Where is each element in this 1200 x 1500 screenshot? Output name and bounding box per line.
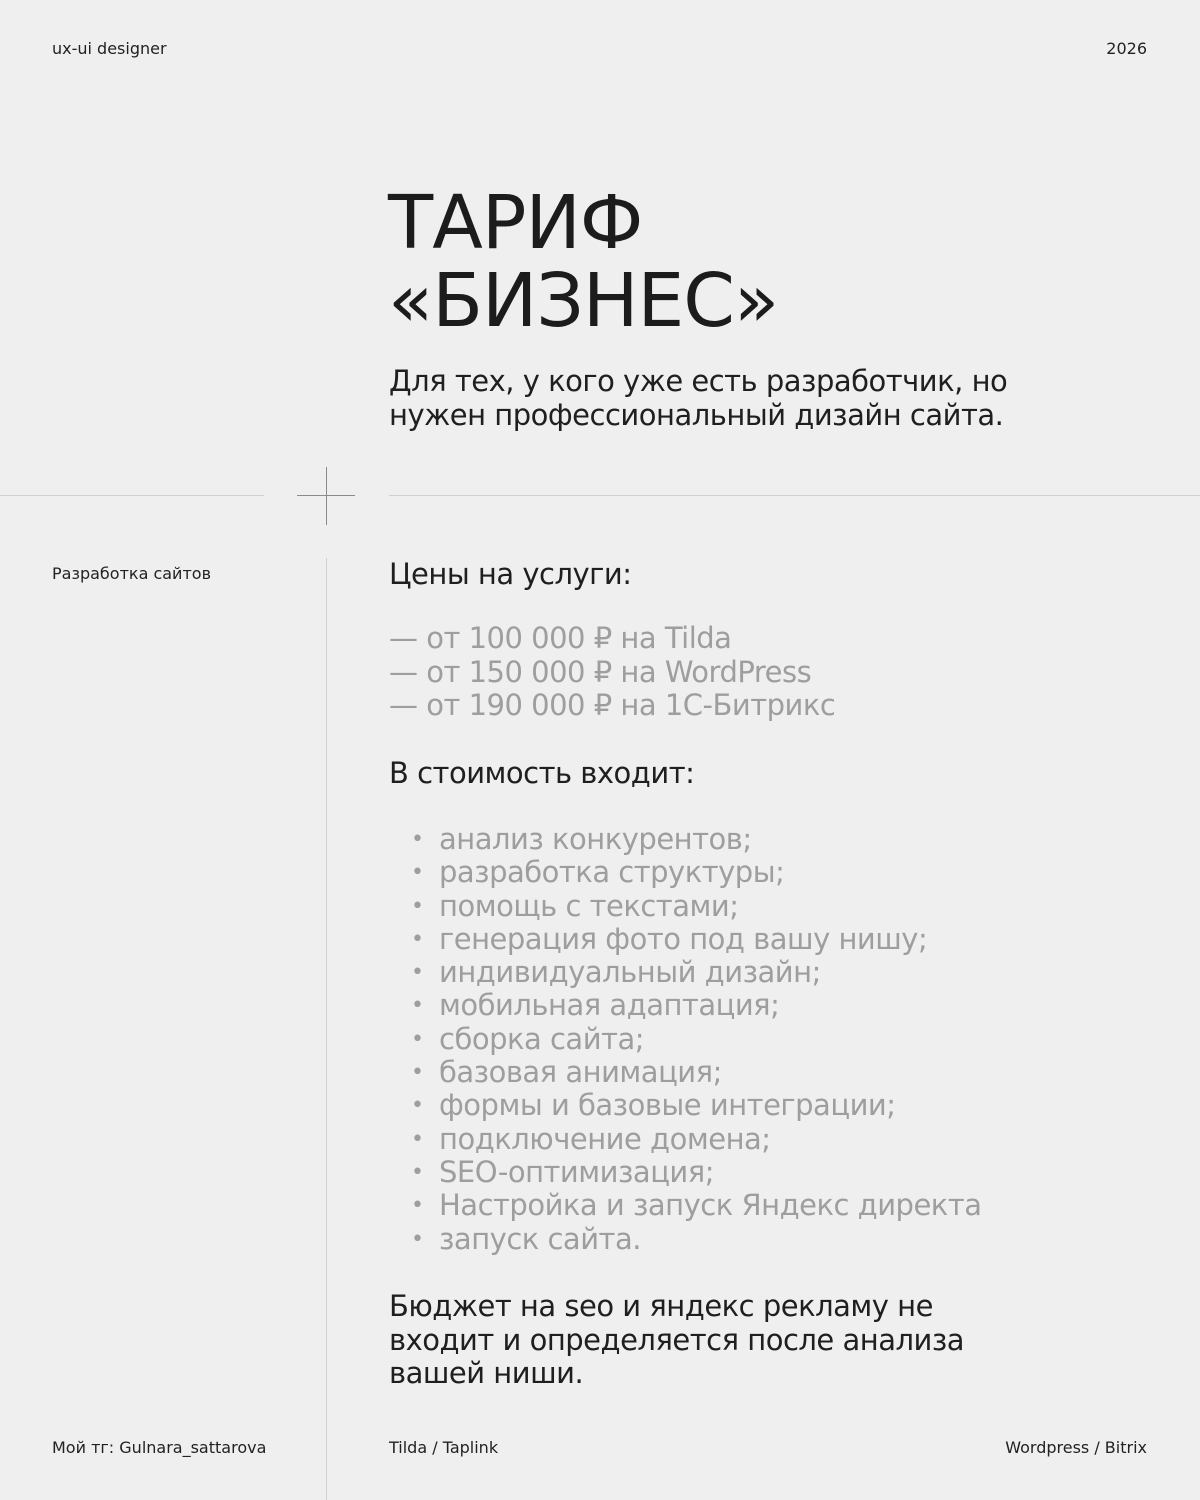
vertical-divider <box>326 558 327 1500</box>
page-subtitle <box>389 364 1149 432</box>
bullet-icon: • <box>411 1026 424 1052</box>
budget-line-2: входит и определяется после анализа <box>389 1322 965 1357</box>
list-item <box>389 923 982 956</box>
footer-platforms-left: Tilda / Taplink <box>389 1438 499 1457</box>
bullet-icon: • <box>411 1159 424 1185</box>
list-item-text: формы и базовые интеграции; <box>439 1088 896 1123</box>
list-item <box>389 1223 982 1256</box>
list-item-text: базовая анимация; <box>439 1055 722 1090</box>
bullet-icon: • <box>411 827 424 852</box>
bullet-icon: • <box>411 1226 424 1252</box>
bullet-icon: • <box>411 1193 424 1219</box>
list-item-text: сборка сайта; <box>439 1021 644 1056</box>
price-item: — от 150 000 ₽ на WordPress <box>389 654 812 689</box>
list-item-text: запуск сайта. <box>439 1221 641 1256</box>
plus-mark-vertical <box>326 467 327 525</box>
subtitle-line-2: нужен профессиональный дизайн сайта. <box>389 398 1004 432</box>
list-item-text: генерация фото под вашу нишу; <box>439 921 928 956</box>
list-item <box>389 1189 982 1222</box>
bullet-icon: • <box>411 993 424 1019</box>
list-item-text: Настройка и запуск Яндекс директа <box>439 1188 982 1223</box>
list-item-text: SEO-оптимизация; <box>439 1154 714 1189</box>
title-line-1: ТАРИФ <box>388 180 643 266</box>
list-item <box>389 823 982 856</box>
page-title <box>388 180 779 344</box>
includes-heading: В стоимость входит: <box>389 756 695 790</box>
bullet-icon: • <box>411 860 424 886</box>
footer-platforms-right: Wordpress / Bitrix <box>1005 1438 1147 1457</box>
bullet-icon: • <box>411 1093 424 1119</box>
bullet-icon: • <box>411 1126 424 1152</box>
bullet-icon: • <box>411 1060 424 1086</box>
list-item <box>389 890 982 923</box>
list-item <box>389 1089 982 1122</box>
list-item-text: мобильная адаптация; <box>439 988 780 1023</box>
title-line-2: «БИЗНЕС» <box>388 258 779 344</box>
sidebar-label: Разработка сайтов <box>52 564 211 583</box>
prices-list <box>389 622 835 723</box>
list-item-text: разработка структуры; <box>439 855 785 890</box>
list-item <box>389 1056 982 1089</box>
list-item-text: анализ конкурентов; <box>439 822 752 856</box>
list-item-text: индивидуальный дизайн; <box>439 955 821 990</box>
list-item <box>389 989 982 1022</box>
bullet-icon: • <box>411 926 424 952</box>
list-item-text: помощь с текстами; <box>439 888 739 923</box>
list-item <box>389 1023 982 1056</box>
header-role: ux-ui designer <box>52 39 167 58</box>
list-item <box>389 956 982 989</box>
budget-note <box>389 1290 964 1391</box>
prices-heading: Цены на услуги: <box>389 557 632 591</box>
list-item <box>389 1123 982 1156</box>
budget-line-1: Бюджет на seo и яндекс рекламу не <box>389 1289 933 1323</box>
price-item: — от 190 000 ₽ на 1С-Битрикс <box>389 688 836 722</box>
header-year: 2026 <box>1106 39 1147 58</box>
price-item: — от 100 000 ₽ на Tilda <box>389 621 732 655</box>
list-item-text: подключение домена; <box>439 1121 771 1156</box>
subtitle-line-1: Для тех, у кого уже есть разработчик, но <box>389 364 1008 398</box>
bullet-icon: • <box>411 960 424 986</box>
list-item <box>389 1156 982 1189</box>
budget-line-3: вашей ниши. <box>389 1356 584 1390</box>
footer-contact: Мой тг: Gulnara_sattarova <box>52 1438 267 1457</box>
bullet-icon: • <box>411 893 424 919</box>
includes-list <box>389 823 982 1256</box>
list-item <box>389 856 982 889</box>
divider-left <box>0 495 264 496</box>
divider-right <box>389 495 1200 496</box>
